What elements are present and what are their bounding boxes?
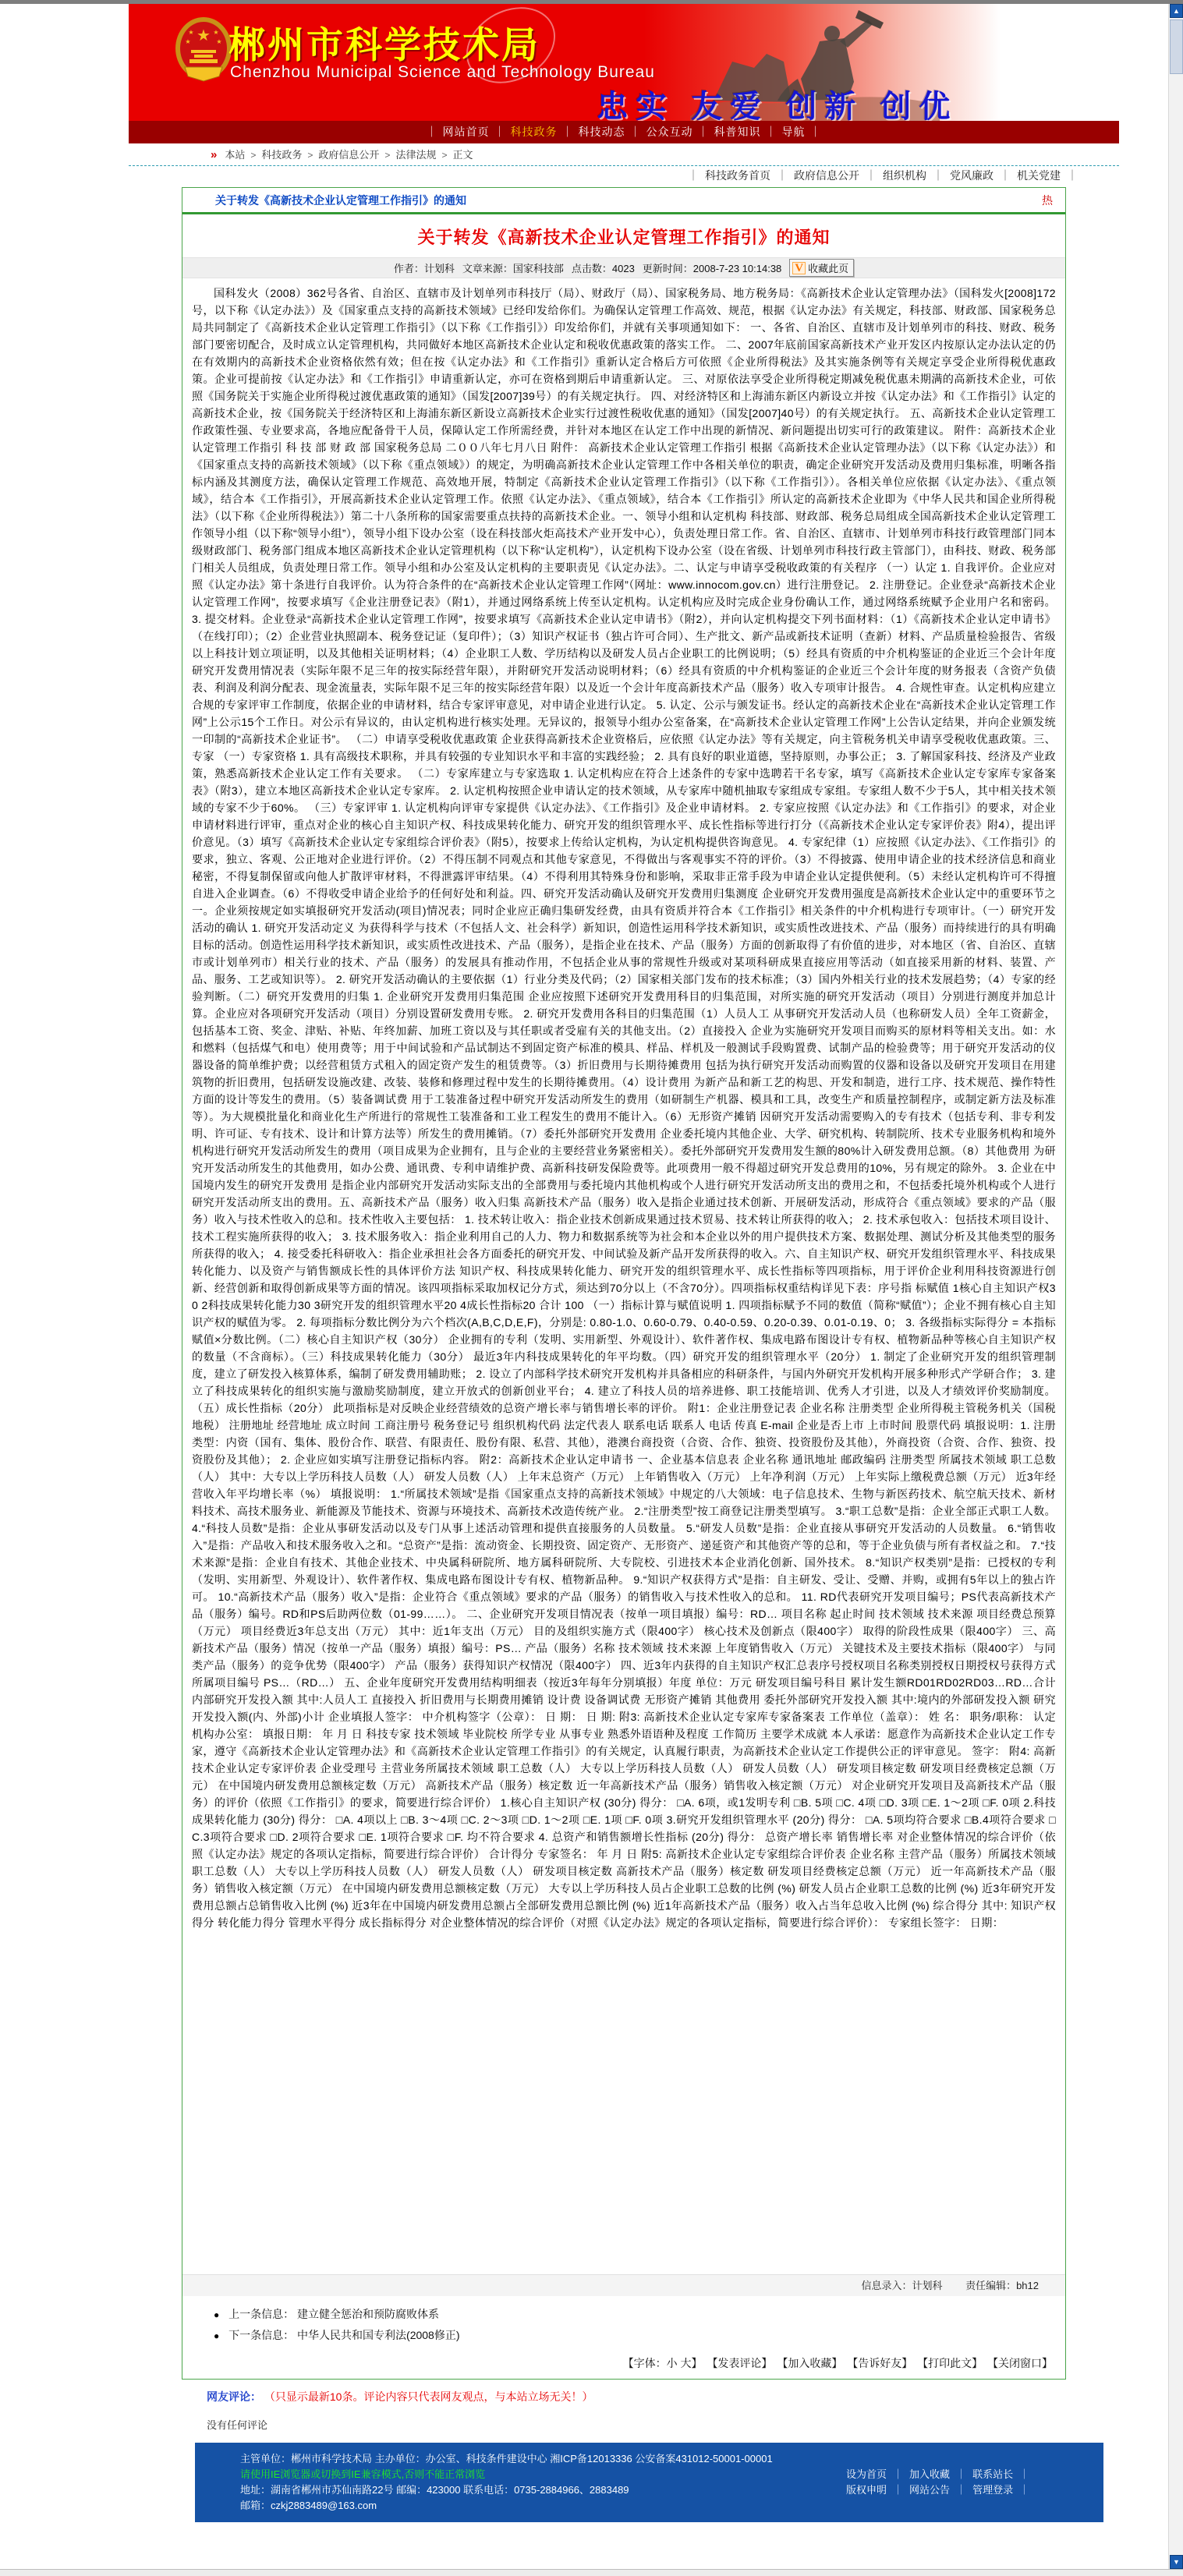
nav-separator: ｜ <box>809 126 822 138</box>
article-box <box>182 187 1066 2380</box>
bullet-icon: ● <box>214 2330 220 2341</box>
site-title-english: Chenzhou Municipal Science and Technology Bureau <box>230 63 655 81</box>
footer-row-4 <box>240 2499 1103 2512</box>
breadcrumb-separator: > <box>441 150 448 161</box>
footer-browser-notice: 请使用IE浏览器或切换到IE兼容模式,否则不能正常浏览 <box>240 2468 486 2480</box>
subnav-separator: ｜ <box>777 169 788 182</box>
subnav-separator: ｜ <box>866 169 877 182</box>
post-comment-action[interactable]: 【发表评论】 <box>707 2357 773 2369</box>
prev-article-label: 上一条信息： <box>228 2308 295 2320</box>
footer-email-line: 邮箱：czkj2883489@163.com <box>240 2500 377 2511</box>
article-body: 国科发火（2008）362号各省、自治区、直辖市及计划单列市科技厅（局）、财政厅（局）、国家税务局、地方税务局：《高新技术企业认定管理办法》（国科发火[2008]172号，以下称《认定办法》）及《国家重点支持的高新技术领域》已经印发给你们。为确保认定管理工作高效、规范，根据《认定办法》有关规定，科技部、财政部、国家税务总局共同制定了《高新技术企业认定管理工作指引》（以下称《工作指引》）印发给你们，并就有关事项通知如下： 一、各省、自治区、直辖市及计划单列市的科技、财政、税务部门要密切配合，及时成立认定管理机构，共同做好本地区高新技术企业认定和税收优惠政策的落实工作。 二、2007年底前国家高新技术产业开发区内按原认定办法认定的仍在有效期内的高新技术企业资格依然有效；但在按《认定办法》和《工作指引》重新认定合格后方可依照《企业所得税法》及其实施条例等有关规定享受企业所得税优惠政策。企业可提前按《认定办法》和《工作指引》申请重新认定，亦可在资格到期后申请重新认定。 三、对原依法享受企业所得税定期减免税优惠未期满的高新技术企业，可依照《国务院关于实施企业所得税过渡优惠政策的通知》（国发[2007]39号）的有关规定执行。 四、对经济特区和上海浦东新区内新设立并按《认定办法》和《工作指引》认定的高新技术企业，按《国务院关于经济特区和上海浦东新区新设立高新技术企业实行过渡性税收优惠的通知》（国发[2007]40号）的有关规定执行。 五、高新技术企业认定管理工作政策性强、专业要求高，各地应配备骨干人员，保障认定工作所需经费，并针对本地区在认定工作中出现的新情况、新问题提出切实可行的政策建议。 附件：高新技术企业认定管理工作指引 科 技 部 财 政 部 国家税务总局 二００八年七月八日 附件： 高新技术企业认定管理工作指引 根据《高新技术企业认定管理办法》（以下称《认定办法》）和《国家重点支持的高新技术领域》（以下称《重点领域》）的规定，为明确高新技术企业认定管理工作中各相关单位的职责，确定企业研究开发活动及费用归集标准，明晰各指标内涵及其测度方法，确保认定管理工作规范、高效地开展，特制定《高新技术企业认定管理工作指引》（以下称《工作指引》）。各相关单位应依据《认定办法》、《重点领域》，结合本《工作指引》，开展高新技术企业认定管理工作。依照《认定办法》、《重点领域》，结合本《工作指引》所认定的高新技术企业即为《中华人民共和国企业所得税法》（以下称《企业所得税法》）第二十八条所称的国家需要重点扶持的高新技术企业。一、领导小组和认定机构 科技部、财政部、税务总局组成全国高新技术企业认定管理工作领导小组（以下称“领导小组”），领导小组下设办公室（设在科技部火炬高技术产业开发中心），负责处理日常工作。省、自治区、直辖市、计划单列市科技行政管理部门同本级财政部门、税务部门组成本地区高新技术企业认定管理机构（以下称“认定机构”），认定机构下设办公室（设在省级、计划单列市科技行政主管部门），由科技、财政、税务部门相关人员组成，负责处理日常工作。领导小组和办公室及认定机构的主要职责见《认定办法》。二、认定与申请享受税收政策的有关程序 （一）认定 1. 自我评价。企业应对照《认定办法》第十条进行自我评价。认为符合条件的在“高新技术企业认定管理工作网”（网址：www.innocom.gov.cn）进行注册登记。 2. 注册登记。企业登录“高新技术企业认定管理工作网”，按要求填写《企业注册登记表》（附1），并通过网络系统上传至认定机构。认定机构应及时完成企业身份确认工作，通过网络系统赋予企业用户名和密码。 3. 提交材料。企业登录“高新技术企业认定管理工作网”，按要求填写《高新技术企业认定申请书》（附2），并向认定机构提交下列书面材料：（1）《高新技术企业认定申请书》（在线打印）；（2）企业营业执照副本、税务登记证（复印件）；（3）知识产权证书（独占许可合同）、生产批文、新产品或新技术证明（查新）材料、产品质量检验报告、省级以上科技计划立项证明，以及其他相关证明材料；（4）企业职工人数、学历结构以及研发人员占企业职工的比例说明；（5）经具有资质的中介机构鉴证的企业近三个会计年度研究开发费用情况表（实际年限不足三年的按实际经营年限），并附研究开发活动说明材料；（6）经具有资质的中介机构鉴证的企业近三个会计年度的财务报表（含资产负债表、利润及利润分配表、现金流量表，实际年限不足三年的按实际经营年限）以及近一个会计年度高新技术产品（服务）收入专项审计报告。 4. 合规性审查。认定机构应建立合规的专家评审工作制度，依据企业的申请材料，结合专家评审意见，对申请企业进行认定。 5. 认定、公示与颁发证书。经认定的高新技术企业在“高新技术企业认定管理工作网”上公示15个工作日。对公示有异议的，由认定机构进行核实处理。无异议的，报领导小组办公室备案，在“高新技术企业认定管理工作网”上公告认定结果，并向企业颁发统一印制的“高新技术企业证书”。 （二）申请享受税收优惠政策 企业获得高新技术企业资格后，应依照《认定办法》等有关规定，向主管税务机关申请享受税收优惠政策。三、专家 （一）专家资格 1. 具有高级技术职称，并具有较强的专业知识水平和丰富的实践经验； 2. 具有良好的职业道德，坚持原则，办事公正； 3. 了解国家科技、经济及产业政策，熟悉高新技术企业认定工作有关要求。 （二）专家库建立与专家选取 1. 认定机构应在符合上述条件的专家中选聘若干名专家，填写《高新技术企业认定专家库专家备案表》（附3），建立本地区高新技术企业认定专家库。 2. 认定机构按照企业申请认定的技术领域，从专家库中随机抽取专家组成专家组。专家组人数不少于5人，其中相关技术领域的专家不少于60%。 （三）专家评审 1. 认定机构向评审专家提供《认定办法》、《工作指引》及企业申请材料。 2. 专家应按照《认定办法》和《工作指引》的要求，对企业申请材料进行评审，重点对企业的核心自主知识产权、科技成果转化能力、研究开发的组织管理水平、成长性指标等进行打分（《高新技术企业认定专家评价表》附4），提出评价意见。（3）填写《高新技术企业认定专家组综合评价表》（附5），按要求上传给认定机构，为认定机构提供咨询意见。 4. 专家纪律（1）应按照《认定办法》、《工作指引》的要求，独立、客观、公正地对企业进行评价。（2）不得压制不同观点和其他专家意见，不得做出与客观事实不符的评价。（3）不得披露、使用申请企业的技术经济信息和商业秘密，不得复制保留或向他人扩散评审材料，不得泄露评审结果。（4）不得利用其特殊身份和影响，采取非正常手段为申请企业认定提供便利。（5）未经认定机构许可不得擅自进入企业调查。（6）不得收受申请企业给予的任何好处和利益。四、研究开发活动确认及研究开发费用归集测度 企业研究开发费用强度是高新技术企业认定中的重要环节之一。企业须按规定如实填报研究开发活动(项目)情况表；同时企业应正确归集研发经费，由具有资质并符合本《工作指引》相关条件的中介机构进行专项审计。（一）研究开发活动的确认 1. 研究开发活动定义 为获得科学与技术（不包括人文、社会科学）新知识，创造性运用科学技术新知识，或实质性改进技术、产品（服务）而持续进行的具有明确目标的活动。创造性运用科学技术新知识，或实质性改进技术、产品（服务），是指企业在技术、产品（服务）方面的创新取得了有价值的进步，对本地区（省、自治区、直辖市或计划单列市）相关行业的技术、产品（服务）的发展具有推动作用，不包括企业从事的常规性升级或对某项科研成果直接应用等活动（如直接采用新的材料、装置、产品、服务、工艺或知识等）。 2. 研究开发活动确认的主要依据（1）行业分类及代码；（2）国家相关部门发布的技术标准；（3）国内外相关行业的技术发展趋势；（4）专家的经验判断。（二）研究开发费用的归集 1. 企业研究开发费用归集范围 企业应按照下述研究开发费用科目的归集范围，对所实施的研究开发活动（项目）分别进行测度并加总计算。企业应对各项研究开发活动（项目）分别设置研发费用专账。 2. 研究开发费用各科目的归集范围（1）人员人工 从事研究开发活动人员（也称研发人员）全年工资薪金，包括基本工资、奖金、津贴、补贴、年终加薪、加班工资以及与其任职或者受雇有关的其他支出。（2）直接投入 企业为实施研究开发项目而购买的原材料等相关支出。如：水和燃料（包括煤气和电）使用费等；用于中间试验和产品试制达不到固定资产标准的模具、样品、样机及一般测试手段购置费、试制产品的检验费等；用于研究开发活动的仪器设备的简单维护费；以经营租赁方式租入的固定资产发生的租赁费等。（3）折旧费用与长期待摊费用 包括为执行研究开发活动而购置的仪器和设备以及研究开发项目在用建筑物的折旧费用，包括研发设施改建、改装、装修和修理过程中发生的长期待摊费用。（4）设计费用 为新产品和新工艺的构思、开发和制造，进行工序、技术规范、操作特性方面的设计等发生的费用。（5）装备调试费 用于工装准备过程中研究开发活动所发生的费用（如研制生产机器、模具和工具，改变生产和质量控制程序，或制定新方法及标准等）。为大规模批量化和商业化生产所进行的常规性工装准备和工业工程发生的费用不能计入。（6）无形资产摊销 因研究开发活动需要购入的专有技术（包括专利、非专利发明、许可证、专有技术、设计和计算方法等）所发生的费用摊销。（7）委托外部研究开发费用 企业委托境内其他企业、大学、研究机构、转制院所、技术专业服务机构和境外机构进行研究开发活动所发生的费用（项目成果为企业拥有，且与企业的主要经营业务紧密相关）。委托外部研究开发费用发生额的80%计入研发费用总额。（8）其他费用 为研究开发活动所发生的其他费用，如办公费、通讯费、专利申请维护费、高新科技研发保险费等。此项费用一般不得超过研究开发总费用的10%，另有规定的除外。 3. 企业在中国境内发生的研究开发费用 是指企业内部研究开发活动实际支出的全部费用与委托境内其他机构或个人进行研究开发活动所支出的费用之和，不包括委托境外机构或个人进行研究开发活动所支出的费用。五、高新技术产品（服务）收入归集 高新技术产品（服务）收入是指企业通过技术创新、开展研发活动，形成符合《重点领域》要求的产品（服务）收入与技术性收入的总和。技术性收入主要包括： 1. 技术转让收入：指企业技术创新成果通过技术贸易、技术转让所获得的收入； 2. 技术承包收入：包括技术项目设计、技术工程实施所获得的收入； 3. 技术服务收入：指企业利用自己的人力、物力和数据系统等为社会和本企业以外的用户提供技术方案、数据处理、测试分析及其他类型的服务所获得的收入； 4. 接受委托科研收入：指企业承担社会各方面委托的研究开发、中间试验及新产品开发所获得的收入。六、自主知识产权、研究开发组织管理水平、科技成果转化能力、以及资产与销售额成长性的具体评价方法 知识产权、科技成果转化能力、研究开发的组织管理水平、成长性指标等四项指标，用于评价企业利用科技资源进行创新、经营创新和取得创新成果等方面的情况。该四项指标采取加权记分方式，须达到70分以上（不含70分）。四项指标权重结构详见下表：序号指 标赋值 1核心自主知识产权30 2科技成果转化能力30 3研究开发的组织管理水平20 4成长性指标20 合计 100 （一）指标计算与赋值说明 1. 四项指标赋予不同的数值（简称“赋值”）；企业不拥有核心自主知识产权的赋值为零。 2. 每项指标分数比例分为六个档次(A,B,C,D,E,F)，分别是: 0.80-1.0、0.60-0.79、0.40-0.59、0.20-0.39、0.01-0.19、0； 3. 各级指标实际得分 = 本指标赋值×分数比例。（二）核心自主知识产权（30分） 企业拥有的专利（发明、实用新型、外观设计）、软件著作权、集成电路布图设计专有权、植物新品种等核心自主知识产权的数量（不含商标）。（三）科技成果转化能力（30分） 最近3年内科技成果转化的年平均数。（四）研究开发的组织管理水平（20分） 1. 制定了企业研究开发的组织管理制度，建立了研发投入核算体系，编制了研发费用辅助账； 2. 设立了内部科学技术研究开发机构并具备相应的科研条件，与国内外研究开发机构开展多种形式产学研合作； 3. 建立了科技成果转化的组织实施与激励奖励制度，建立开放式的创新创业平台； 4. 建立了科技人员的培养进修、职工技能培训、优秀人才引进，以及人才绩效评价奖励制度。（五）成长性指标（20分） 此项指标是对反映企业经营绩效的总资产增长率与销售增长率的评价。 附1：企业注册登记表 企业名称 注册类型 企业所得税主管税务机关（国税 地税） 注册地址 经营地址 成立时间 工商注册号 税务登记号 组织机构代码 法定代表人 联系电话 联系人 电话 传真 E-mail 企业是否上市 上市时间 股票代码 填报说明：1. 注册类型：内资（国有、集体、股份合作、联营、有限责任、股份有限、私营、其他），港澳台商投资（合资、合作、独资、投资股份及其他），外商投资（合资、合作、独资、投资股份及其他）； 2. 企业应如实填写注册登记指标内容。 附2：高新技术企业认定申请书 一、企业基本信息表 企业名称 通讯地址 邮政编码 注册类型 所属技术领域 职工总数（人） 其中：大专以上学历科技人员数（人） 研发人员数（人） 上年末总资产（万元） 上年销售收入（万元） 上年净利润（万元） 上年实际上缴税费总额（万元） 近3年经营收入年平均增长率（%） 填报说明： 1.“所属技术领域”是指《国家重点支持的高新技术领域》中规定的八大领域：电子信息技术、生物与新医药技术、航空航天技术、新材料技术、高技术服务业、新能源及节能技术、资源与环境技术、高新技术改造传统产业。 2.“注册类型”按工商登记注册类型填写。 3.“职工总数”是指：企业全部正式职工人数。 4.“科技人员数”是指：企业从事研发活动以及专门从事上述活动管理和提供直接服务的人员数量。 5.“研发人员数”是指：企业直接从事研究开发活动的人员数量。 6.“销售收入”是指：产品收入和技术服务收入之和。“总资产”是指：流动资金、长期投资、固定资产、无形资产、递延资产和其他资产等的总和，等于企业负债与所有者权益之和。 7.“技术来源”是指：企业自有技术、其他企业技术、中央属科研院所、地方属科研院所、大专院校、引进技术本企业消化创新、国外技术。 8.“知识产权类别”是指：已授权的专利（发明、实用新型、外观设计）、软件著作权、集成电路布图设计专有权、植物新品种。 9.“知识产权获得方式”是指：自主研发、受让、受赠、并购，或拥有5年以上的独占许可。 10.“高新技术产品（服务）收入”是指：企业符合《重点领域》要求的产品（服务）的销售收入与技术性收入的总和。 11. RD代表研究开发项目编号；PS代表高新技术产品（服务）编号。RD和PS后助两位数（01-99……）。 二、企业研究开发项目情况表（按单一项目填报）编号：RD… 项目名称 起止时间 技术领域 技术来源 项目经费总预算（万元） 项目经费近3年总支出（万元） 其中：近1年支出（万元） 目的及组织实施方式（限400字） 核心技术及创新点（限400字） 取得的阶段性成果（限400字） 三、高新技术产品（服务）情况（按单一产品（服务）填报）编号：PS… 产品（服务）名称 技术领域 技术来源 上年度销售收入（万元） 关键技术及主要技术指标（限400字） 与同类产品（服务）的竞争优势（限400字） 产品（服务）获得知识产权情况（限400字） 四、近3年内获得的自主知识产权汇总表序号授权项目名称类别授权日期授权号获得方式所属项目编号 PS…（RD…） 五、企业年度研究开发费用结构明细表（按近3年每年分别填报）年度 单位：万元 研发项目编号科目 累计发生额RD01RD02RD03…RD…合计 内部研究开发投入额 其中:人员人工 直接投入 折旧费用与长期费用摊销 设计费 设备调试费 无形资产摊销 其他费用 委托外部研究开发投入额 其中:境内的外部研发投入额 研究开发投入额(内、外部)小计 企业填报人签字： 中介机构签字（公章）： 日 期： 日 期: 附3: 高新技术企业认定专家库专家备案表 工作单位（盖章）： 姓 名： 职务/职称： 认定机构办公室： 填报日期： 年 月 日 科技专家 技术领域 毕业院校 所学专业 从事专业 熟悉外语语种及程度 工作简历 主要学术成就 本人承诺：愿意作为高新技术企业认定工作专家，遵守《高新技术企业认定管理办法》和《高新技术企业认定管理工作指引》的有关规定，认真履行职责，为高新技术企业认定工作提供公正的评审意见。 签字： 附4: 高新技术企业认定专家评价表 企业受理号 主营业务所属技术领域 职工总数（人） 大专以上学历科技人员数（人） 研发人员数（人） 研发项目核定数 研发项目经费核定总额（万元） 在中国境内研发费用总额核定数（万元） 高新技术产品（服务）核定数 近一年高新技术产品（服务）销售收入核定额（万元） 对企业研究开发项目及高新技术产品（服务）的评价（依照《工作指引》的要求，简要进行综合评价） 1.核心自主知识产权 (30分) 得分： □A. 6项，或1发明专利 □B. 5项 □C. 4项 □D. 3项 □E. 1～2项 □F. 0项 2.科技成果转化能力 (30分) 得分： □A. 4项以上 □B. 3～4项 □C. 2～3项 □D. 1～2项 □E. 1项 □F. 0项 3.研究开发组织管理水平 (20分) 得分： □A. 5项均符合要求 □B.4项符合要求 □C.3项符合要求 □D. 2项符合要求 □E. 1项符合要求 □F. 均不符合要求 4. 总资产和销售额增长性指标 (20分) 得分： 总资产增长率 销售增长率 对企业整体情况的综合评价（依照《认定办法》规定的各项认定指标，简要进行综合评价） 合计得分 专家签名： 年 月 日 附5: 高新技术企业认定专家组综合评价表 企业名称 主营产品（服务）所属技术领域 职工总数（人） 大专以上学历科技人员数（人） 研发人员数（人） 研发项目核定数 高新技术产品（服务）核定数 研发项目经费核定总额（万元） 近一年高新技术产品（服务）销售收入核定额（万元） 在中国境内研发费用总额核定数（万元） 大专以上学历科技人员占企业职工总数的比例 (%) 研发人员占企业职工总数的比例 (%) 近3年研究开发费用总额占总销售收入比例 (%) 近3年在中国境内研发费用总额占全部研发费用总额比例 (%) 近1年高新技术产品（服务）收入占当年总收入比例 (%) 综合得分 其中: 知识产权得分 转化能力得分 管理水平得分 成长指标得分 对企业整体情况的综合评价（对照《认定办法》规定的各项认定指标，简要进行综合评价）： 专家组长签字： 日期： <box>192 287 1056 1929</box>
meta-hits: 点击数：4023 <box>571 263 635 274</box>
national-emblem-icon <box>174 16 233 87</box>
entry-info-bar <box>182 2274 1065 2296</box>
close-window-action[interactable]: 【关闭窗口】 <box>987 2357 1053 2369</box>
bullet-icon: ● <box>214 2309 220 2320</box>
footer-separator: ｜ <box>893 2484 904 2496</box>
nav-item-kepu-zhishi[interactable]: 科普知识 <box>714 126 761 138</box>
nav-separator: ｜ <box>629 126 642 138</box>
scroll-down-button[interactable]: ▼ <box>1170 2555 1183 2569</box>
subnav-separator: ｜ <box>688 169 699 182</box>
breadcrumb-item-zhengwen: 正文 <box>452 149 473 161</box>
footer-links-row-2 <box>846 2483 1103 2496</box>
footer-row-1 <box>240 2452 1103 2465</box>
article-meta-bar <box>182 257 1065 278</box>
nav-item-home[interactable]: 网站首页 <box>442 126 490 138</box>
subnav-item-zuzhi-jigou[interactable]: 组织机构 <box>883 169 926 182</box>
page-container <box>129 4 1119 2522</box>
site-banner <box>129 4 1119 121</box>
footer-separator: ｜ <box>893 2468 904 2480</box>
footer-separator: ｜ <box>1019 2468 1030 2480</box>
breadcrumb-item-falv-fagui[interactable]: 法律法规 <box>395 149 437 161</box>
site-title: 郴州市科学技术局 <box>228 24 540 65</box>
subnav-item-jiguan-dangjian[interactable]: 机关党建 <box>1017 169 1061 182</box>
window-status-bar <box>0 2569 1183 2576</box>
breadcrumb-item-home[interactable]: 本站 <box>225 149 246 161</box>
article-list-title-row <box>182 188 1065 214</box>
subnav-separator: ｜ <box>933 169 944 182</box>
footer-sponsor-line: 主管单位：郴州市科学技术局 主办单位：办公室、科技条件建设中心 湘ICP备12013336 公安备案431012-50001-00001 <box>240 2453 773 2465</box>
next-article-link[interactable]: 中华人民共和国专利法(2008修正) <box>297 2329 460 2341</box>
add-favorite-action[interactable]: 【加入收藏】 <box>777 2357 843 2369</box>
article-actions-row <box>182 2349 1065 2379</box>
svg-text:★: ★ <box>188 29 194 36</box>
breadcrumb-marker-icon: » <box>211 148 218 161</box>
add-favorite-link[interactable]: 加入收藏 <box>909 2468 951 2480</box>
site-footer <box>195 2443 1103 2522</box>
subnav-item-dangfeng-lianzheng[interactable]: 党风廉政 <box>950 169 994 182</box>
comments-empty-text: 没有任何评论 <box>207 2419 268 2431</box>
nav-item-daohang[interactable]: 导航 <box>781 126 806 138</box>
page-title: 关于转发《高新技术企业认定管理工作指引》的通知 <box>417 228 831 247</box>
breadcrumb-item-keji-zhengwu[interactable]: 科技政务 <box>261 149 303 161</box>
entry-editor: 责任编辑：bh12 <box>965 2280 1039 2291</box>
contact-webmaster-link[interactable]: 联系站长 <box>972 2468 1014 2480</box>
vertical-scrollbar[interactable] <box>1168 4 1183 2569</box>
subnav-separator: ｜ <box>1067 169 1078 182</box>
entry-info: 信息录入：计划科 <box>861 2280 943 2291</box>
footer-links-row-1 <box>846 2468 1103 2481</box>
svg-text:★: ★ <box>185 38 191 45</box>
admin-login-link[interactable]: 管理登录 <box>972 2484 1014 2496</box>
main-navigation <box>129 121 1119 143</box>
nav-separator: ｜ <box>697 126 710 138</box>
meta-author: 作者：计划科 <box>393 263 455 274</box>
set-homepage-link[interactable]: 设为首页 <box>846 2468 887 2480</box>
prev-article-link[interactable]: 建立健全惩治和预防腐败体系 <box>297 2308 440 2320</box>
meta-source: 文章来源：国家科技部 <box>462 263 564 274</box>
site-notice-link[interactable]: 网站公告 <box>909 2484 951 2496</box>
nav-separator: ｜ <box>561 126 574 138</box>
prev-next-list <box>182 2296 1065 2349</box>
subnav-separator: ｜ <box>1000 169 1011 182</box>
scrollbar-thumb[interactable] <box>1170 19 1183 74</box>
breadcrumb-item-xinxi-gongkai[interactable]: 政府信息公开 <box>318 149 380 161</box>
breadcrumb <box>129 143 1119 166</box>
subnav-item-xinxi-gongkai[interactable]: 政府信息公开 <box>794 169 859 182</box>
nav-separator: ｜ <box>765 126 777 138</box>
comments-title: 网友评论： <box>207 2390 261 2403</box>
font-size-action[interactable]: 【字体：小 大】 <box>622 2357 703 2369</box>
nav-item-keji-dongtai[interactable]: 科技动态 <box>578 126 625 138</box>
secondary-navigation <box>129 166 1119 186</box>
favorite-label: 收藏此页 <box>808 263 849 274</box>
tell-friend-action[interactable]: 【告诉好友】 <box>847 2357 913 2369</box>
comments-header <box>207 2389 1119 2404</box>
footer-row-3 <box>240 2483 1103 2496</box>
breadcrumb-separator: > <box>307 150 313 161</box>
favorite-page-button[interactable] <box>789 259 854 277</box>
footer-row-2 <box>240 2468 1103 2481</box>
footer-separator: ｜ <box>956 2484 967 2496</box>
nav-item-keji-zhengwu[interactable]: 科技政务 <box>510 126 558 138</box>
article-list-title-link[interactable]: 关于转发《高新技术企业认定管理工作指引》的通知 <box>215 194 466 207</box>
breadcrumb-separator: > <box>250 150 257 161</box>
subnav-item-keji-home[interactable]: 科技政务首页 <box>705 169 770 182</box>
print-action[interactable]: 【打印此文】 <box>917 2357 983 2369</box>
next-article-row <box>214 2325 1065 2346</box>
scroll-up-button[interactable]: ▲ <box>1170 4 1183 18</box>
favorite-v-icon: V <box>792 262 806 274</box>
comments-section <box>207 2389 1119 2432</box>
footer-separator: ｜ <box>1019 2484 1030 2496</box>
svg-text:★: ★ <box>216 38 222 45</box>
breadcrumb-separator: > <box>384 150 391 161</box>
nav-separator: ｜ <box>426 126 438 138</box>
footer-separator: ｜ <box>956 2468 967 2480</box>
next-article-label: 下一条信息： <box>228 2329 295 2341</box>
comments-notice: （只显示最新10条。评论内容只代表网友观点，与本站立场无关！） <box>264 2390 593 2403</box>
nav-separator: ｜ <box>494 126 506 138</box>
prev-article-row <box>214 2304 1065 2325</box>
svg-text:★: ★ <box>213 29 219 36</box>
footer-address-line: 地址：湖南省郴州市苏仙南路22号 邮编：423000 联系电话：0735-2884966、2883489 <box>240 2484 629 2496</box>
copyright-link[interactable]: 版权申明 <box>846 2484 887 2496</box>
svg-text:★: ★ <box>197 27 211 44</box>
hot-badge: 热 <box>1042 194 1053 207</box>
slogan-text: 忠实 友爱 创新 创优 <box>597 90 958 121</box>
meta-updated: 更新时间：2008-7-23 10:14:38 <box>642 263 782 274</box>
nav-item-gongzhong-hudong[interactable]: 公众互动 <box>646 126 693 138</box>
